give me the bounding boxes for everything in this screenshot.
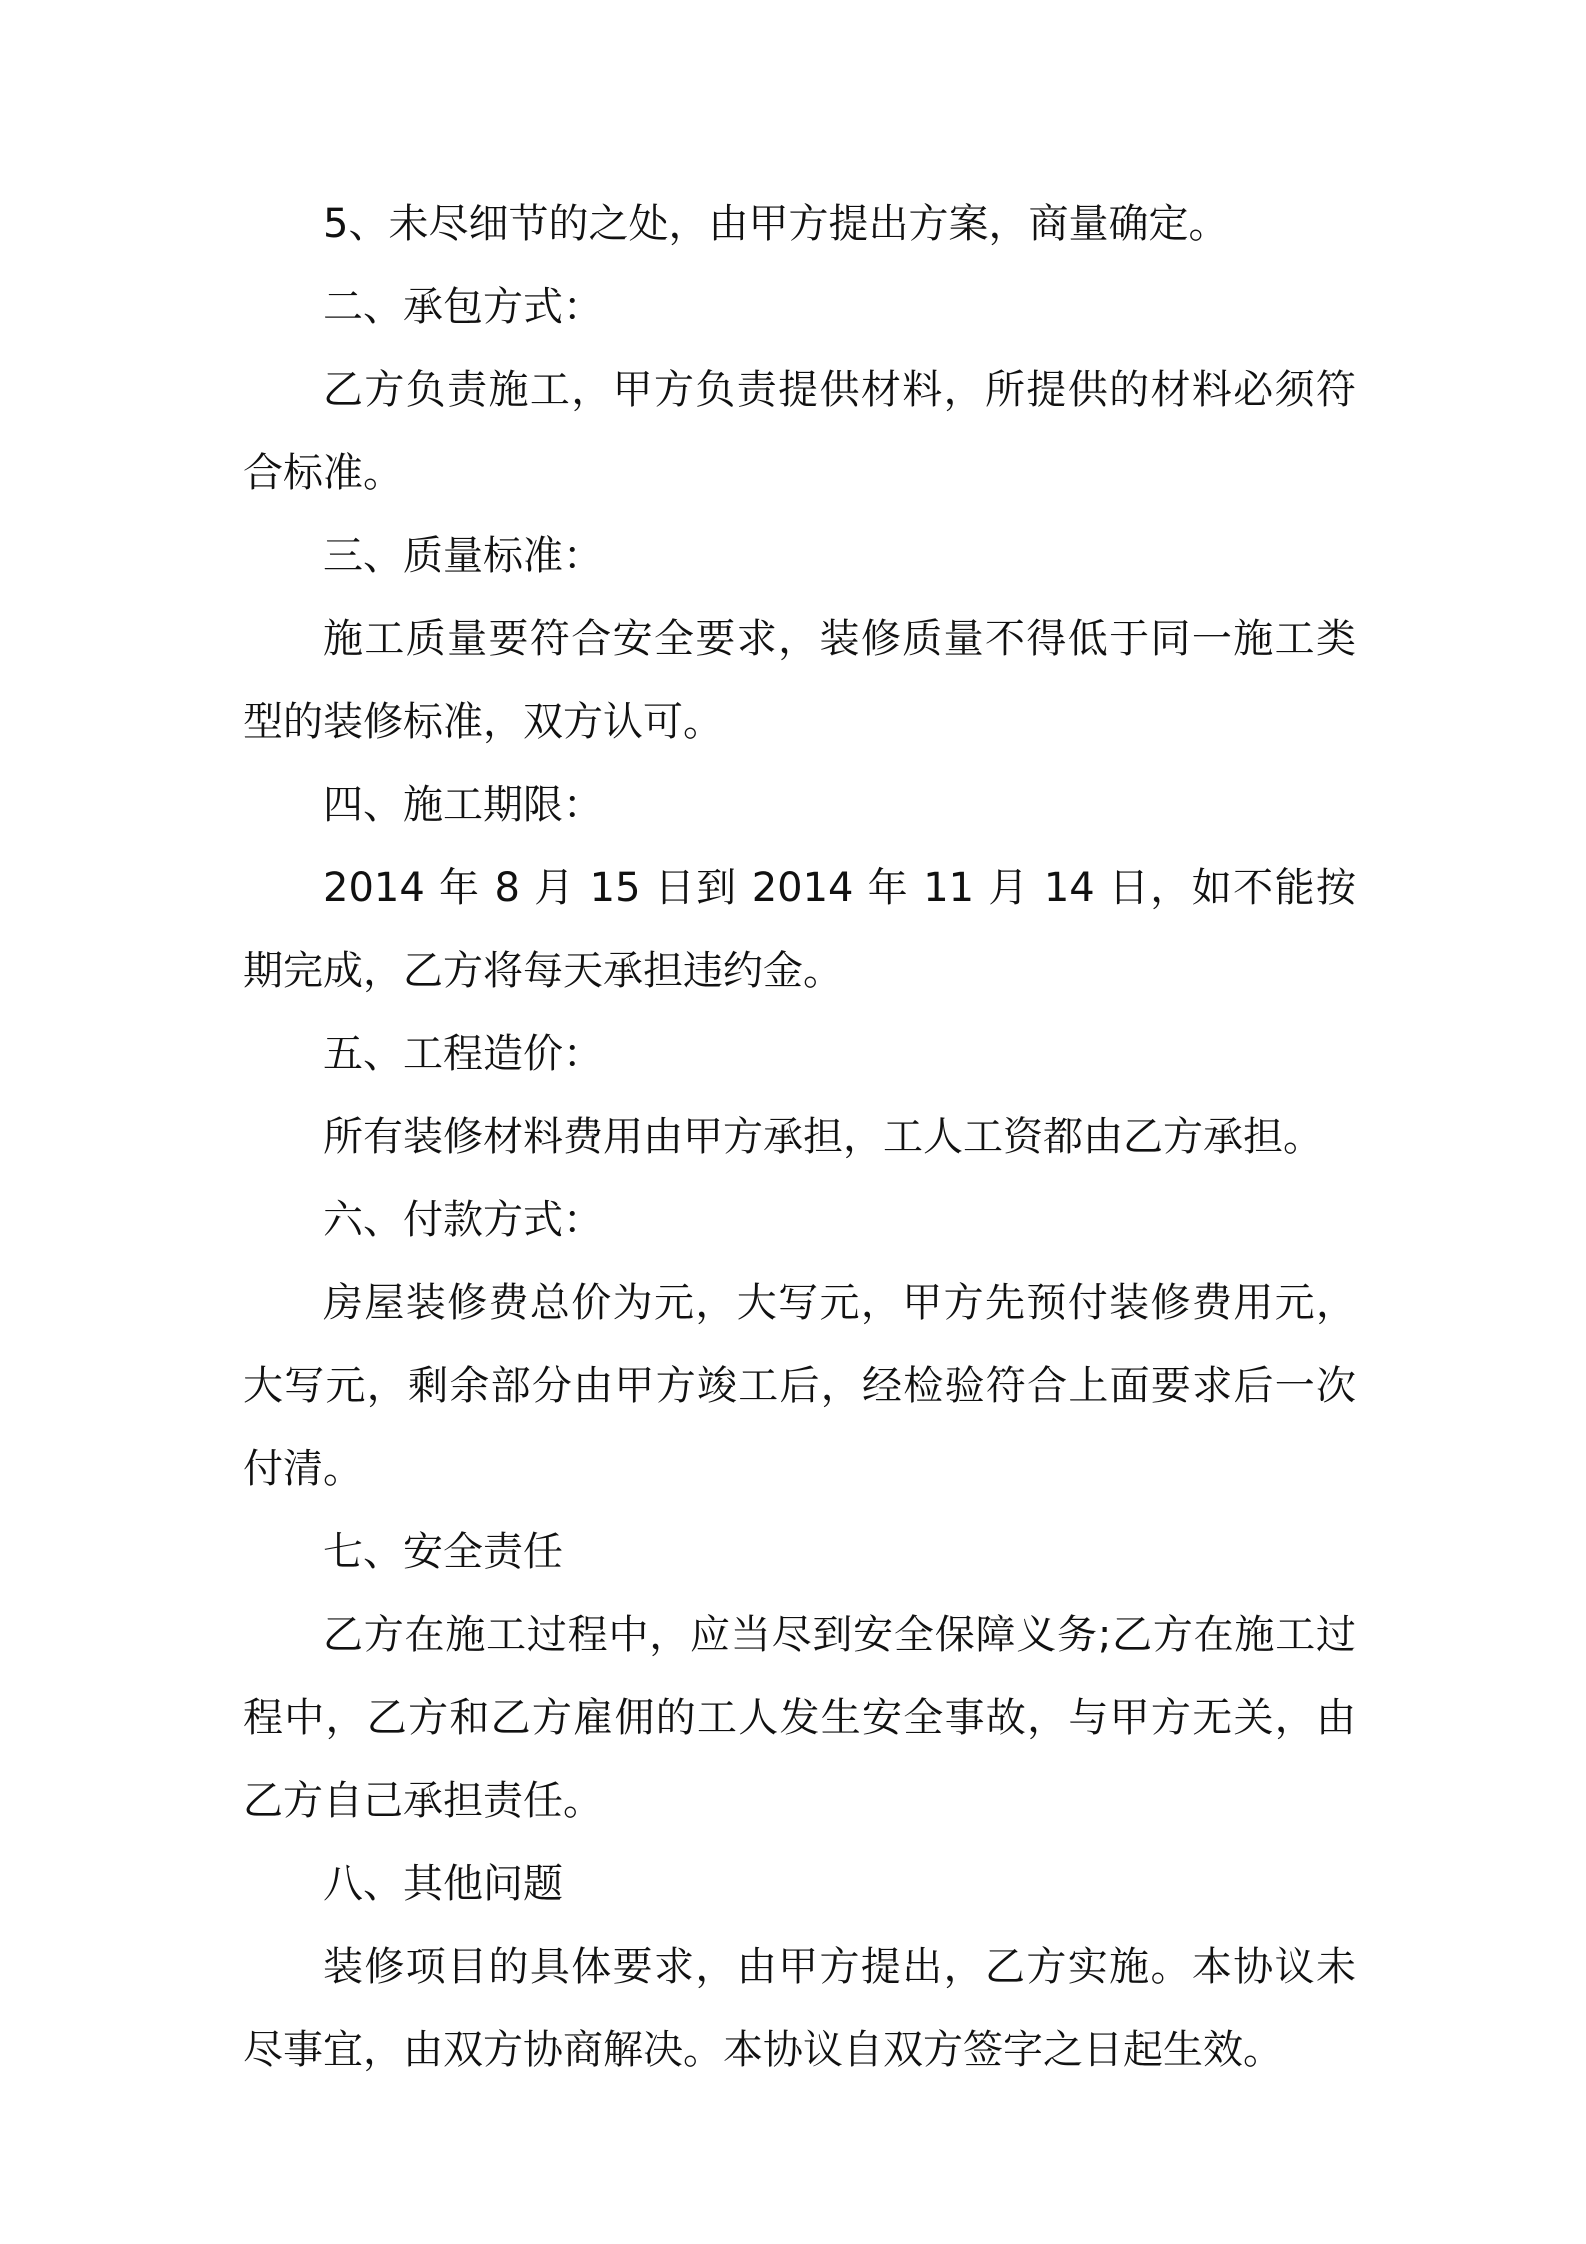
construction-period-text: 2014 年 8 月 15 日到 2014 年 11 月 14 日，如不能按期完成，乙方将每天承担违约金。: [243, 865, 1356, 994]
section-heading-project-cost: 五、工程造价：: [323, 1031, 603, 1077]
safety-responsibility-text: 乙方在施工过程中，应当尽到安全保障义务;乙方在施工过程中，乙方和乙方雇佣的工人发生安全事故，与甲方无关，由乙方自己承担责任。: [243, 1612, 1356, 1824]
clause-5-detail: 5、未尽细节的之处，由甲方提出方案，商量确定。: [323, 201, 1229, 247]
section-heading-safety-responsibility: 七、安全责任: [323, 1529, 563, 1575]
contract-method-text: 乙方负责施工，甲方负责提供材料，所提供的材料必须符合标准。: [243, 367, 1356, 496]
payment-method-text: 房屋装修费总价为元，大写元，甲方先预付装修费用元，大写元，剩余部分由甲方竣工后，经检验符合上面要求后一次付清。: [243, 1280, 1356, 1492]
section-heading-payment-method: 六、付款方式：: [323, 1197, 603, 1243]
quality-standard-text: 施工质量要符合安全要求，装修质量不得低于同一施工类型的装修标准，双方认可。: [243, 616, 1356, 745]
section-heading-other-issues: 八、其他问题: [323, 1861, 563, 1907]
project-cost-text: 所有装修材料费用由甲方承担，工人工资都由乙方承担。: [323, 1114, 1323, 1160]
section-heading-construction-period: 四、施工期限：: [323, 782, 603, 828]
section-heading-contract-method: 二、承包方式：: [323, 284, 603, 330]
other-issues-text: 装修项目的具体要求，由甲方提出，乙方实施。本协议未尽事宜，由双方协商解决。本协议自双方签字之日起生效。: [243, 1944, 1356, 2073]
section-heading-quality-standard: 三、质量标准：: [323, 533, 603, 579]
